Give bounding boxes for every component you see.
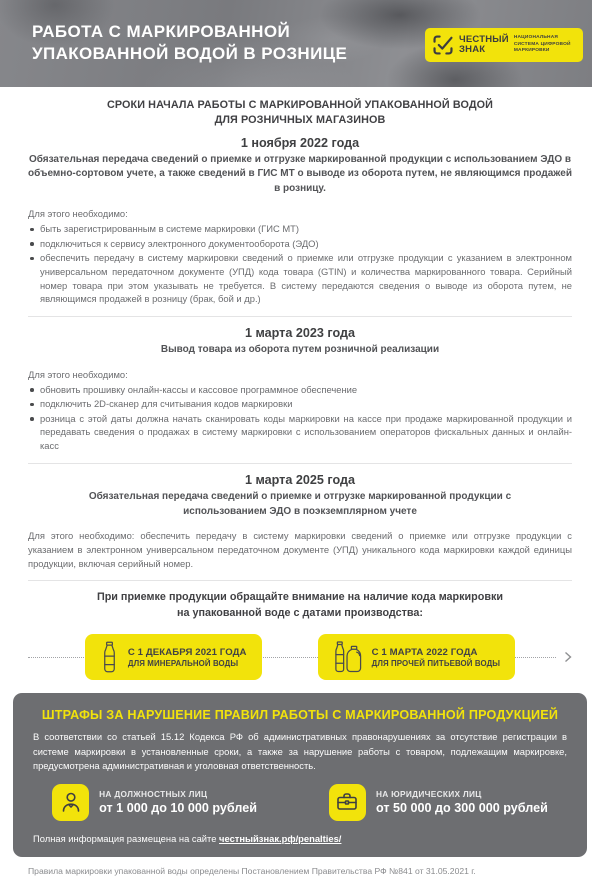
page-title [32, 21, 347, 66]
penalties-body: В соответствии со статьей 15.12 Кодекса РФ об административных правонарушениях за отсутствие регистрации в системе маркировки в установленные сроки, а также за нарушение работы с товаром, подлежащим маркировке, предусмотрена административная и уголовная ответственность. [33, 731, 567, 771]
section-date: 1 марта 2025 года [245, 472, 355, 487]
timeline-heading [28, 590, 572, 621]
section-march-2025 [28, 473, 572, 570]
badge-mineral-water [85, 634, 262, 680]
badge-label: ДЛЯ МИНЕРАЛЬНОЙ ВОДЫ [127, 658, 239, 668]
section-divider [28, 463, 572, 464]
intro-heading-line2: ДЛЯ РОЗНИЧНЫХ МАГАЗИНОВ [214, 114, 386, 127]
fine-officials [52, 784, 257, 821]
fine-amount: от 50 000 до 300 000 рублей [375, 801, 548, 816]
bullet-item: обеспечить передачу в систему маркировки сведений о приемке или отгрузке продукции с указанием в электронном универсальном передаточном документе (УПД) кода товара (GTIN) и количества маркированного товара. Серийный номер товара при этом указывать не требуется. В систему передаются сведения о выводе из оборота путем, не являющимся продажей в розницу (брак, бой и др.) [28, 251, 572, 306]
logo-brand-line2: ЗНАК [459, 44, 486, 55]
section-date: 1 ноября 2022 года [240, 135, 360, 150]
page-title-line1: РАБОТА С МАРКИРОВАННОЙ [32, 22, 291, 41]
bullet-item: подключиться к сервису электронного документооборота (ЭДО) [28, 237, 572, 251]
badge-label: ДЛЯ ПРОЧЕЙ ПИТЬЕВОЙ ВОДЫ [371, 658, 501, 668]
penalties-title: ШТРАФЫ ЗА НАРУШЕНИЕ ПРАВИЛ РАБОТЫ С МАРКИРОВАННОЙ ПРОДУКЦИЕЙ [41, 708, 559, 723]
bullet-item: обновить прошивку онлайн-кассы и кассовое программное обеспечение [28, 383, 572, 397]
logo-brand-line1: ЧЕСТНЫЙ [459, 34, 509, 46]
timeline-heading-line1: При приемке продукции обращайте внимание на наличие кода маркировки [96, 591, 504, 604]
fine-target: НА ЮРИДИЧЕСКИХ ЛИЦ [375, 789, 482, 800]
section-subtitle: Обязательная передача сведений о приемке и отгрузке маркированной продукции с использованием ЭДО в объемно-сортовом учете, а также сведений в ГИС МТ о выводе из оборота путем, не являющимся продажей в розницу. [28, 153, 572, 195]
penalties-link[interactable]: честныйзнак.рф/penalties/ [219, 832, 342, 844]
logo-brand-text [459, 35, 509, 54]
fine-legal-entities [329, 784, 548, 821]
section-divider [28, 316, 572, 317]
more-info-prefix: Полная информация размещена на сайте [33, 832, 220, 844]
official-person-icon [52, 784, 89, 821]
briefcase-icon [329, 784, 366, 821]
logo-tagline-line1: НАЦИОНАЛЬНАЯ [513, 35, 559, 41]
requirements-list [28, 383, 572, 453]
requirements-list [28, 222, 572, 306]
logo-tagline-line2: СИСТЕМА ЦИФРОВОЙ [513, 41, 571, 47]
header-banner [0, 0, 592, 87]
section-subtitle: Вывод товара из оборота путем розничной реализации [160, 343, 440, 355]
footer-note: Правила маркировки упакованной воды определены Постановлением Правительства РФ №841 от 31.05.2021 г. [28, 865, 476, 876]
intro-heading [28, 98, 572, 129]
section-paragraph: Для этого необходимо: обеспечить передачу в систему маркировки сведений о приемке или отгрузке продукции с указанием в электронном универсальном передаточном документе (УПД) уникального кода маркировки каждой единицы продукции, включая серийный номер. [28, 530, 572, 569]
badge-text [128, 647, 247, 668]
fine-text [99, 789, 257, 815]
two-bottles-icon [333, 641, 363, 674]
list-intro: Для этого необходимо: [28, 368, 128, 380]
list-intro: Для этого необходимо: [28, 208, 128, 220]
badge-date: С 1 МАРТА 2022 ГОДА [371, 646, 478, 658]
date-badges [28, 634, 572, 680]
fine-target: НА ДОЛЖНОСТНЫХ ЛИЦ [99, 789, 208, 800]
section-march-2023 [28, 326, 572, 453]
timeline [28, 634, 572, 680]
intro-heading-line1: СРОКИ НАЧАЛА РАБОТЫ С МАРКИРОВАННОЙ УПАКОВАННОЙ ВОДОЙ [106, 99, 494, 111]
badge-drinking-water [318, 634, 516, 680]
section-divider [28, 580, 572, 581]
section-subtitle: Обязательная передача сведений о приемке и отгрузке маркированной продукции с использованием ЭДО в поэкземплярном учете [88, 490, 512, 517]
logo-tagline [514, 35, 571, 54]
bullet-item: подключить 2D-сканер для считывания кодов маркировки [28, 397, 572, 411]
badge-text [372, 647, 501, 668]
bullet-item: быть зарегистрированным в системе маркировки (ГИС МТ) [28, 222, 572, 236]
more-info-line [33, 833, 567, 844]
bullet-item: розница с этой даты должна начать сканировать коды маркировки на кассе при продаже маркированной продукции и передавать сведения о продажах в систему маркировки с использованием операторов фискальных данных и онлайн-касс [28, 412, 572, 453]
section-november-2022 [28, 136, 572, 306]
fines-row [33, 784, 567, 821]
logo-tagline-line3: МАРКИРОВКИ [513, 48, 550, 54]
timeline-heading-line2: на упакованной воде с датами производства: [176, 606, 424, 619]
page-title-line2: УПАКОВАННОЙ ВОДОЙ В РОЗНИЦЕ [32, 44, 348, 64]
checkmark-frame-icon [432, 34, 454, 56]
main-content [0, 98, 600, 680]
production-dates-section [28, 590, 572, 680]
fine-amount: от 1 000 до 10 000 рублей [99, 801, 257, 816]
badge-date: С 1 ДЕКАБРЯ 2021 ГОДА [127, 646, 247, 658]
single-bottle-icon [100, 641, 119, 674]
section-date: 1 марта 2023 года [245, 325, 355, 340]
chestny-znak-logo [425, 28, 583, 62]
fine-text [376, 789, 548, 815]
penalties-box [13, 693, 587, 856]
